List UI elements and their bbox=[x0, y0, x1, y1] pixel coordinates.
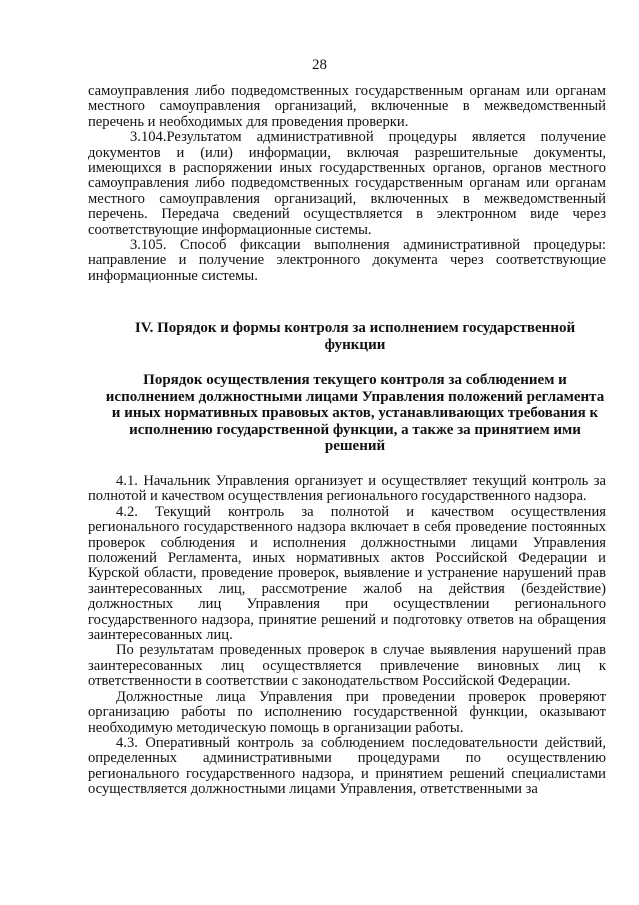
paragraph-4-1: 4.1. Начальник Управления организует и осуществляет текущий контроль за полнотой и качеством осуществления регионального государственного надзора. bbox=[88, 473, 606, 505]
paragraph-continuation: самоуправления либо подведомственных государственным органам или органам местного самоуправления организаций, включенные в межведомственный перечень и необходимых для проведения проверки. bbox=[88, 83, 606, 130]
top-text-block bbox=[88, 84, 606, 284]
bottom-text-block bbox=[88, 474, 606, 798]
paragraph-results: По результатам проведенных проверок в случае выявления нарушений прав заинтересованных лиц осуществляется привлечение виновных лиц к ответственности в соответствии с законодательством Российской Федерации. bbox=[88, 642, 606, 690]
paragraph-4-2: 4.2. Текущий контроль за полнотой и качеством осуществления регионального государственного надзора включает в себя проведение постоянных проверок соблюдения и исполнения должностными лицами Управления положений Регламента, иных нормативных актов Российской Федерации и Курской области, проведение проверок, выявление и устранение нарушений прав заинтересованных лиц, рассмотрение жалоб на действия (бездействие) должностных лиц Управления при осуществлении регионального государственного надзора, принятие решений и подготовку ответов на обращения заинтересованных лиц. bbox=[88, 503, 606, 644]
paragraph-3-105: 3.105. Способ фиксации выполнения административной процедуры: направление и получение электронного документа через соответствующие информационные системы. bbox=[88, 237, 606, 284]
page-number: 28 bbox=[312, 57, 327, 73]
paragraph-officials: Должностные лица Управления при проведении проверок проверяют организацию работы по исполнению государственной функции, оказывают необходимую методическую помощь в организации работы. bbox=[88, 688, 606, 736]
paragraph-3-104: 3.104.Результатом административной процедуры является получение документов и (или) информации, включая разрешительные документы, имеющихся в распоряжении иных государственных органов, органов местного самоуправления либо подведомственных государственным органам или органам местного самоуправления организаций, включенных в межведомственный перечень. Передача сведений осуществляется в электронном виде через соответствующие информационные системы. bbox=[88, 129, 606, 238]
section-heading-block bbox=[120, 320, 590, 353]
section-heading: IV. Порядок и формы контроля за исполнением государственной функции bbox=[134, 320, 576, 353]
sub-heading: Порядок осуществления текущего контроля за соблюдением и исполнением должностными лицами Управления положений регламента и иных нормативных правовых актов, устанавливающих требования к исполнению государственной функции, а также за принятием ими решений bbox=[105, 372, 605, 455]
paragraph-4-3: 4.3. Оперативный контроль за соблюдением последовательности действий, определенных административными процедурами по осуществлению регионального государственного надзора, и принятием решений специалистами осуществляется должностными лицами Управления, ответственными за bbox=[88, 734, 606, 798]
sub-heading-block bbox=[105, 372, 605, 455]
